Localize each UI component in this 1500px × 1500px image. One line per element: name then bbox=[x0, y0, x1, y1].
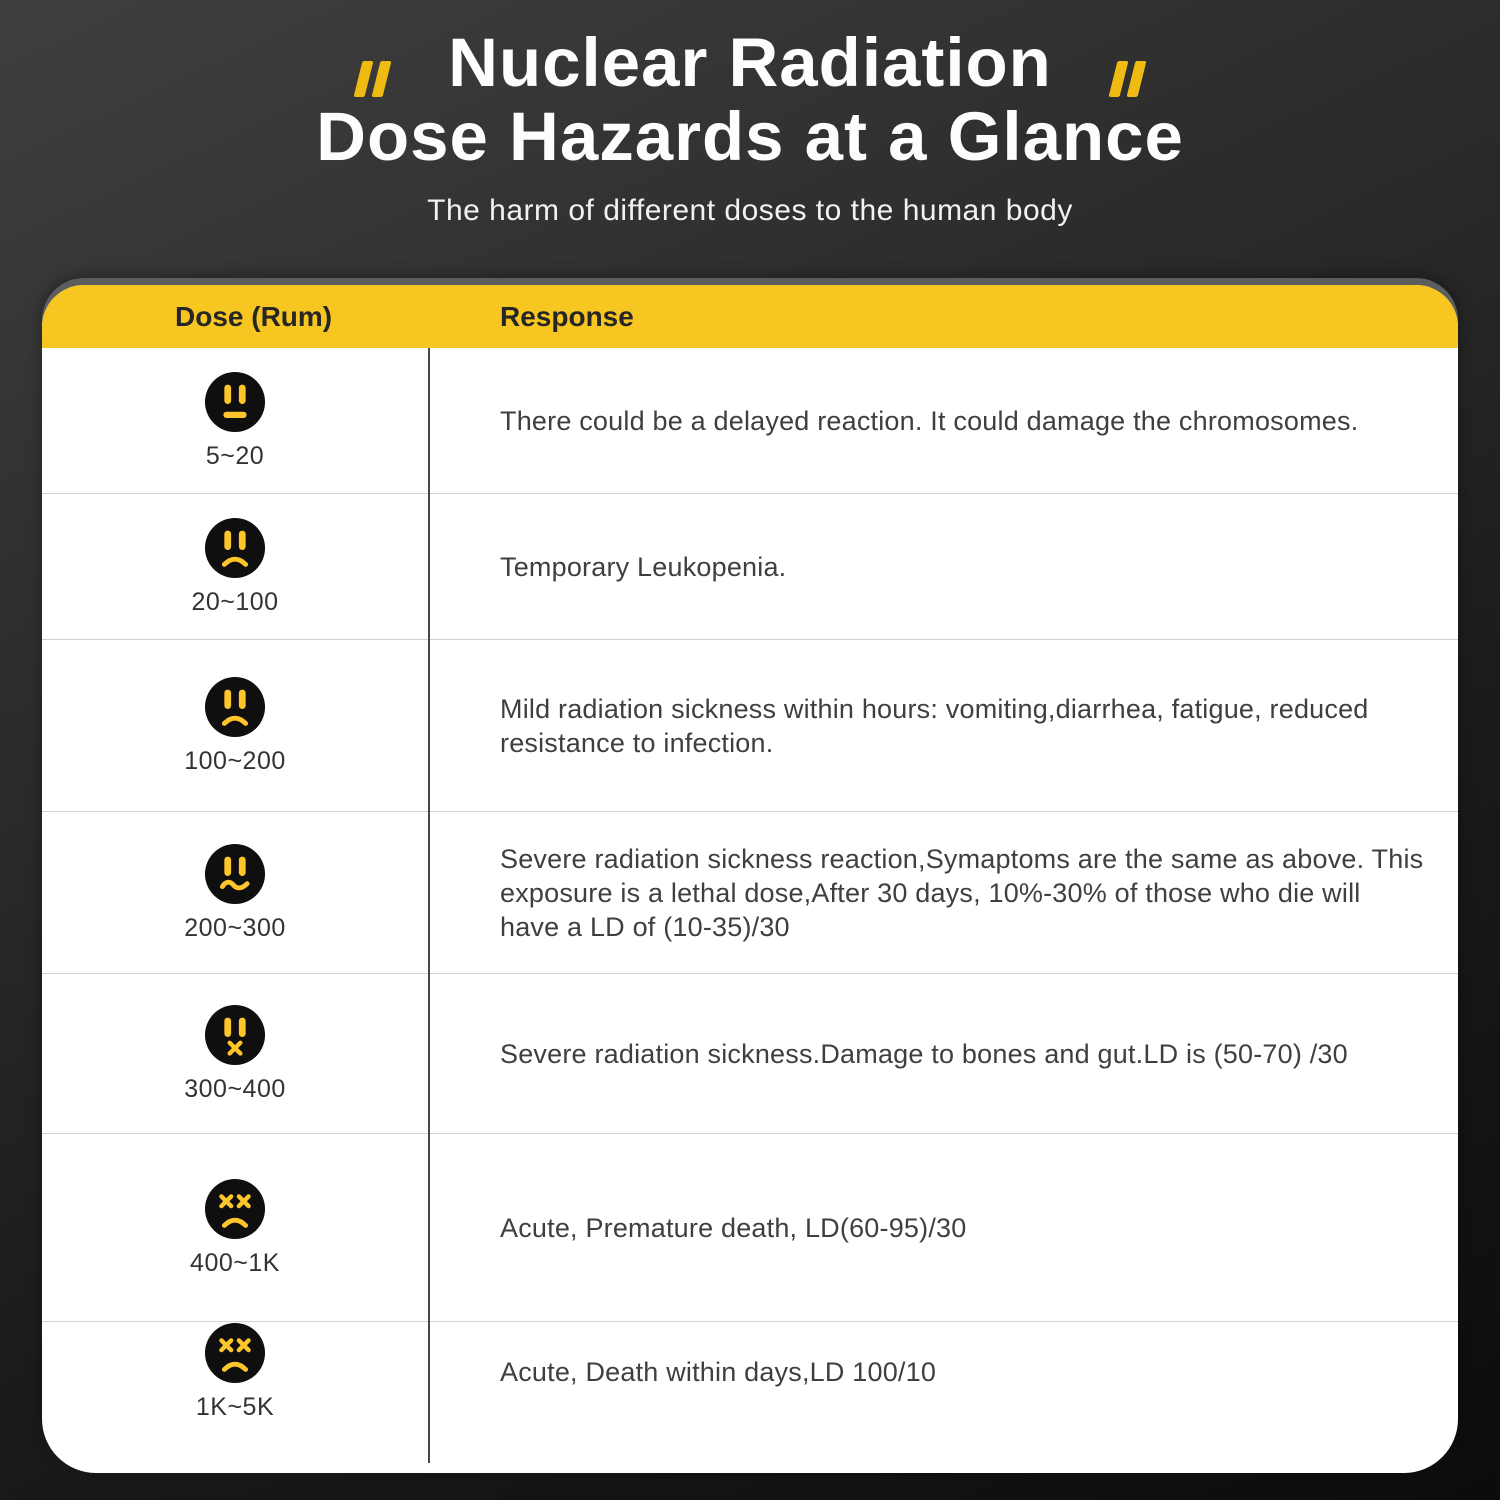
dose-cell bbox=[42, 494, 428, 639]
response-text: Severe radiation sickness reaction,Symaptoms are the same as above. This exposure is a lethal dose,After 30 days, 10%-30% of those who die will have a LD of (10-35)/30 bbox=[500, 843, 1424, 942]
table-row bbox=[42, 974, 1458, 1134]
dead-face-icon bbox=[204, 1178, 266, 1240]
response-cell bbox=[428, 494, 1458, 639]
response-text: Acute, Premature death, LD(60-95)/30 bbox=[500, 1212, 967, 1243]
dose-cell bbox=[42, 812, 428, 973]
response-cell bbox=[428, 1322, 1458, 1422]
response-cell bbox=[428, 812, 1458, 973]
table-row bbox=[42, 812, 1458, 974]
response-text: Severe radiation sickness.Damage to bones and gut.LD is (50-70) /30 bbox=[500, 1038, 1348, 1069]
x-mouth-face-icon bbox=[204, 1004, 266, 1066]
dose-cell bbox=[42, 348, 428, 493]
table-header-row bbox=[42, 285, 1458, 348]
page-title-line2: Dose Hazards at a Glance bbox=[316, 98, 1184, 175]
dose-cell bbox=[42, 640, 428, 811]
dose-range-label: 1K~5K bbox=[195, 1393, 275, 1421]
table-row bbox=[42, 494, 1458, 640]
neutral-face-icon bbox=[204, 371, 266, 433]
dose-cell bbox=[42, 1134, 428, 1321]
dose-cell bbox=[42, 1322, 428, 1422]
dose-range-label: 5~20 bbox=[205, 441, 265, 470]
response-cell bbox=[428, 640, 1458, 811]
response-text: There could be a delayed reaction. It could damage the chromosomes. bbox=[500, 405, 1359, 436]
open-quote-icon bbox=[354, 61, 390, 97]
page-subtitle: The harm of different doses to the human body bbox=[427, 194, 1073, 227]
title-line-1 bbox=[0, 26, 1500, 100]
response-cell bbox=[428, 348, 1458, 493]
table-row bbox=[42, 640, 1458, 812]
response-cell bbox=[428, 974, 1458, 1133]
response-text: Temporary Leukopenia. bbox=[500, 551, 787, 582]
column-header-response: Response bbox=[500, 300, 634, 332]
dose-range-label: 20~100 bbox=[191, 587, 279, 616]
dose-range-label: 200~300 bbox=[184, 913, 286, 942]
response-text: Mild radiation sickness within hours: vomiting,diarrhea, fatigue, reduced resistance to infection. bbox=[500, 693, 1369, 758]
dose-table-card bbox=[42, 285, 1458, 1473]
confused-face-icon bbox=[204, 843, 266, 905]
table-row bbox=[42, 348, 1458, 494]
sad-face-icon bbox=[204, 517, 266, 579]
dose-range-label: 300~400 bbox=[184, 1074, 286, 1103]
column-divider bbox=[428, 348, 430, 1463]
table-row bbox=[42, 1322, 1458, 1422]
page-title-line1: Nuclear Radiation bbox=[448, 24, 1052, 101]
table-row bbox=[42, 1134, 1458, 1322]
dose-range-label: 100~200 bbox=[184, 746, 286, 775]
hero-header bbox=[0, 0, 1500, 228]
close-quote-icon bbox=[1110, 61, 1146, 97]
dose-range-label: 400~1K bbox=[190, 1248, 280, 1277]
dose-cell bbox=[42, 974, 428, 1133]
response-text: Acute, Death within days,LD 100/10 bbox=[500, 1357, 937, 1387]
sad-face-icon bbox=[204, 676, 266, 738]
dose-table-body bbox=[42, 348, 1458, 1473]
response-cell bbox=[428, 1134, 1458, 1321]
dead-face-icon bbox=[204, 1322, 266, 1384]
column-header-dose: Dose (Rum) bbox=[175, 300, 333, 332]
